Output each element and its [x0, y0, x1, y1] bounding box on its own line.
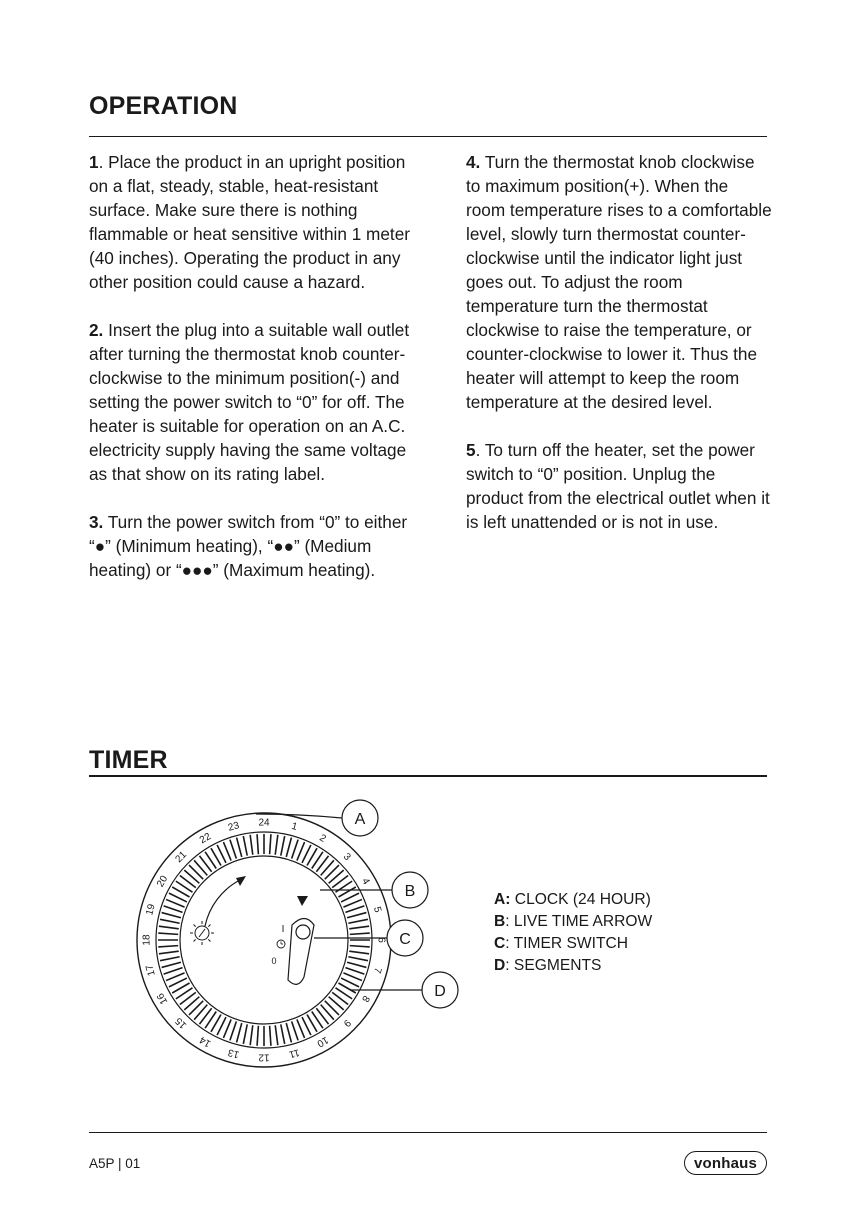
- clock-hour-label: 20: [155, 873, 171, 890]
- timer-segment[interactable]: [349, 951, 369, 954]
- clock-hour-label: 11: [287, 1046, 301, 1060]
- clock-hour-label: 9: [340, 1016, 353, 1029]
- timer-segment[interactable]: [270, 834, 271, 854]
- svg-text:A: A: [354, 811, 366, 828]
- clock-hour-label: 12: [258, 1051, 270, 1063]
- timer-segment[interactable]: [257, 1026, 258, 1046]
- clock-hour-label: 18: [141, 934, 153, 946]
- timer-segment[interactable]: [164, 906, 183, 912]
- inner-ring: [180, 856, 348, 1024]
- timer-segment[interactable]: [230, 1021, 236, 1040]
- clock-hour-label: 21: [173, 849, 190, 866]
- timer-segment[interactable]: [223, 1019, 231, 1037]
- timer-heading: TIMER: [89, 746, 168, 774]
- clock-hour-labels: [142, 818, 387, 1063]
- step-text: Turn the thermostat knob clockwise to maximum position(+). When the room temperature rises to a comfortable level, slowly turn thermostat counter-clockwise until the indicator light just goes out. To adjust the room temperature turn the thermostat clockwise to raise the temperature, or counter-clockwise to lower it. Thus the heater will attempt to keep the room temperature at the desired level.: [466, 152, 772, 412]
- timer-legend: [494, 889, 652, 977]
- timer-segment[interactable]: [159, 951, 179, 954]
- legend-item-c: C: TIMER SWITCH: [494, 935, 628, 952]
- legend-item-d: D: SEGMENTS: [494, 957, 602, 974]
- callout-d: [422, 972, 458, 1008]
- clock-hour-label: 13: [226, 1046, 241, 1060]
- step-number: 4.: [466, 152, 481, 172]
- timer-segment[interactable]: [286, 1023, 291, 1042]
- timer-segment[interactable]: [160, 919, 180, 923]
- timer-segment[interactable]: [257, 834, 258, 854]
- clock-hour-label: 10: [314, 1033, 331, 1049]
- clock-hour-label: 23: [226, 820, 241, 834]
- clock-hour-label: 15: [173, 1014, 190, 1031]
- timer-segment[interactable]: [159, 926, 179, 929]
- timer-segment[interactable]: [348, 919, 368, 923]
- step-number: 1: [89, 152, 99, 172]
- timer-segment[interactable]: [250, 1025, 253, 1045]
- clock-hour-label: 3: [340, 851, 353, 864]
- timer-segment[interactable]: [297, 1019, 305, 1037]
- timer-segment[interactable]: [345, 906, 364, 912]
- timer-segment[interactable]: [297, 842, 305, 860]
- clock-hour-label: 16: [155, 990, 171, 1007]
- clock-hour-label: 2: [317, 832, 328, 845]
- clock-hour-label: 7: [370, 966, 384, 975]
- timer-segment[interactable]: [243, 836, 247, 856]
- clock-hour-label: 14: [197, 1033, 214, 1049]
- clock-hour-label: 8: [359, 993, 372, 1004]
- rotation-arrow-icon: [205, 880, 240, 926]
- timer-segment[interactable]: [158, 946, 178, 947]
- svg-text:C: C: [399, 931, 411, 948]
- segment-outer-ring: [156, 832, 372, 1048]
- timer-segment[interactable]: [237, 1023, 242, 1042]
- timer-segment[interactable]: [286, 838, 291, 857]
- clock-hour-label: 1: [290, 820, 299, 834]
- timer-segment[interactable]: [343, 973, 361, 981]
- legend-item-b: B: LIVE TIME ARROW: [494, 913, 653, 930]
- legend-item-a: A: CLOCK (24 HOUR): [494, 891, 651, 908]
- timer-segment[interactable]: [166, 973, 184, 981]
- timer-segment[interactable]: [223, 842, 231, 860]
- clock-icon: [277, 940, 285, 948]
- timer-segment[interactable]: [158, 933, 178, 934]
- timer-segment[interactable]: [275, 835, 278, 855]
- operation-heading: OPERATION: [89, 92, 238, 120]
- timer-segment[interactable]: [350, 946, 370, 947]
- timer-segment[interactable]: [292, 1021, 298, 1040]
- svg-text:B: B: [404, 883, 416, 900]
- clock-hour-label: 19: [144, 902, 158, 917]
- switch-off-label: 0: [271, 956, 277, 966]
- timer-segment[interactable]: [164, 968, 183, 974]
- timer-segment[interactable]: [350, 933, 370, 934]
- switch-on-label: I: [281, 924, 285, 935]
- timer-segment[interactable]: [343, 899, 361, 907]
- timer-segment[interactable]: [270, 1026, 271, 1046]
- timer-segment[interactable]: [250, 835, 253, 855]
- rotation-arrowhead-icon: [236, 876, 246, 886]
- timer-segments: [158, 834, 370, 1046]
- brand-logo: vonhaus: [684, 1151, 767, 1175]
- timer-segment[interactable]: [348, 957, 368, 961]
- timer-segment[interactable]: [243, 1024, 247, 1044]
- live-time-arrow-icon[interactable]: [297, 896, 308, 906]
- clock-hour-label: 4: [359, 876, 372, 887]
- sun-icon: [190, 921, 214, 945]
- timer-dial: [137, 813, 391, 1067]
- step-text: Insert the plug into a suitable wall outlet after turning the thermostat knob counter-clockwise to the minimum position(-) and setting the power switch to “0” for off. The heater is suitable for operation on an A.C. electricity supply having the same voltage as that show on its rating label.: [89, 320, 410, 484]
- footer-divider: [89, 1132, 767, 1133]
- callout-b: [392, 872, 428, 908]
- timer-segment[interactable]: [230, 840, 236, 859]
- timer-segment[interactable]: [292, 840, 298, 859]
- step-text: Place the product in an upright position on a flat, steady, stable, heat-resistant surface. Make sure there is nothing flammable or heat sensitive within 1 meter (40 inches). Operating the product in any other position could cause a hazard.: [89, 152, 410, 292]
- timer-segment[interactable]: [281, 1024, 285, 1044]
- step-number: 5: [466, 440, 476, 460]
- callout-a: [342, 800, 378, 836]
- timer-segment[interactable]: [166, 899, 184, 907]
- step-number: 2.: [89, 320, 104, 340]
- timer-segment[interactable]: [160, 957, 180, 961]
- clock-hour-label: 5: [370, 905, 384, 914]
- timer-segment[interactable]: [345, 968, 364, 974]
- timer-switch-knob[interactable]: [296, 925, 310, 939]
- timer-segment[interactable]: [347, 962, 366, 967]
- step-text: To turn off the heater, set the power switch to “0” position. Unplug the product from the electrical outlet when it is left unattended or is not in use.: [466, 440, 770, 532]
- timer-segment[interactable]: [281, 836, 285, 856]
- page-code: A5P | 01: [89, 1156, 141, 1171]
- clock-hour-label: 17: [144, 963, 158, 978]
- timer-segment[interactable]: [162, 962, 181, 967]
- step-1: 1. Place the product in an upright position on a flat, steady, stable, heat-resistant surface. Make sure there is nothing flammable or heat sensitive within 1 meter (40 inches). Operating the product in any other position could cause a hazard.: [89, 152, 410, 292]
- callout-c: [387, 920, 423, 956]
- step-text: Turn the power switch from “0” to either “●” (Minimum heating), “●●” (Medium heating) or “●●●” (Maximum heating).: [89, 512, 408, 580]
- clock-hour-label: 22: [197, 831, 214, 847]
- timer-segment[interactable]: [349, 926, 369, 929]
- timer-segment[interactable]: [347, 913, 366, 918]
- svg-text:D: D: [434, 983, 446, 1000]
- timer-segment[interactable]: [275, 1025, 278, 1045]
- timer-segment[interactable]: [162, 913, 181, 918]
- step-number: 3.: [89, 512, 104, 532]
- timer-segment[interactable]: [237, 838, 242, 857]
- clock-hour-label: 24: [258, 817, 270, 829]
- clock-hour-label: 6: [375, 937, 387, 943]
- step-5: 5. To turn off the heater, set the power switch to “0” position. Unplug the product from the electrical outlet when it is left unattended or is not in use.: [466, 440, 770, 532]
